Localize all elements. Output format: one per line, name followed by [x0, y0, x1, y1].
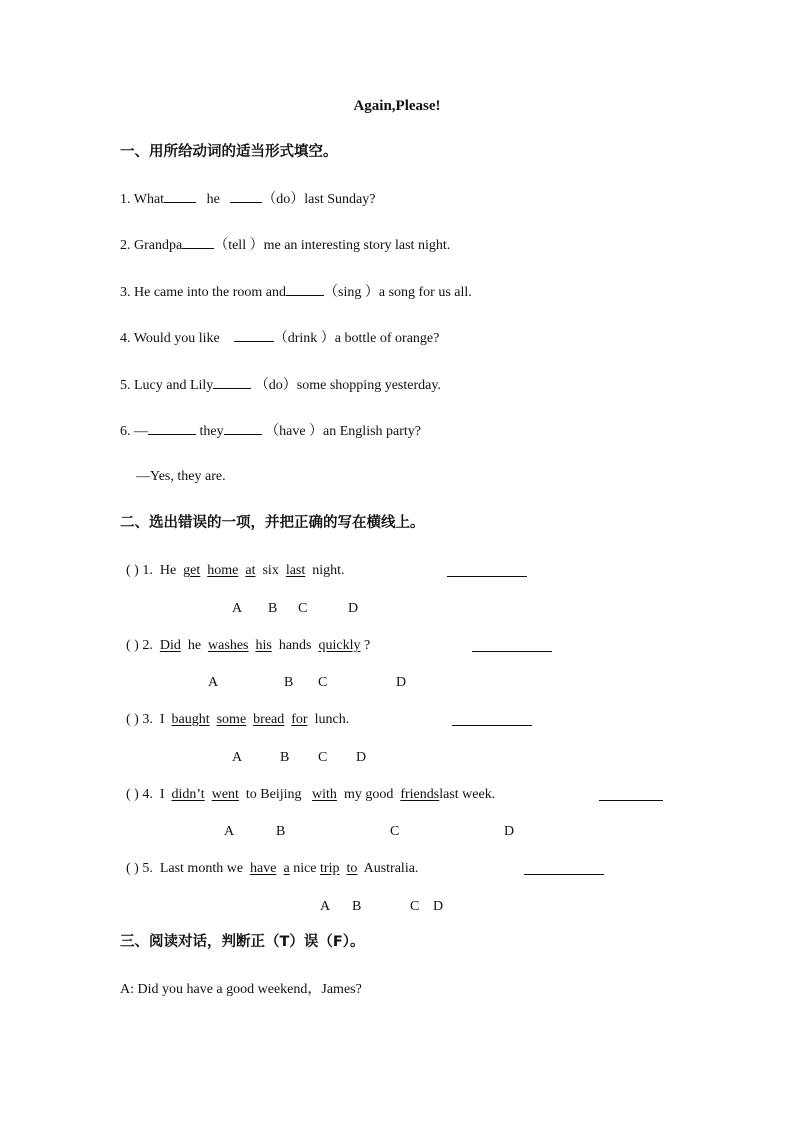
word-option-a: have — [250, 861, 277, 876]
answer-paren[interactable]: ( ) — [126, 787, 139, 802]
answer-blank[interactable] — [286, 282, 324, 296]
word-option-a: baught — [171, 712, 210, 727]
answer-blank[interactable] — [234, 328, 274, 342]
letter-b: B — [284, 675, 294, 690]
question-1-6-answer: —Yes, they are. — [136, 469, 226, 484]
section-heading-1: 一、用所给动词的适当形式填空。 — [120, 144, 338, 160]
option-letters-4 — [0, 823, 794, 841]
option-letters-5 — [0, 898, 794, 916]
question-2-5 — [126, 860, 418, 878]
letter-a: A — [232, 750, 243, 765]
answer-paren[interactable]: ( ) — [126, 861, 139, 876]
q-number: 3. — [142, 712, 153, 727]
word-option-b: went — [211, 787, 239, 802]
word-option-b: washes — [208, 638, 249, 653]
section-heading-2: 二、选出错误的一项，并把正确的写在横线上。 — [120, 515, 425, 531]
word-option-c: with — [312, 787, 337, 802]
letter-a: A — [224, 824, 235, 839]
letter-a: A — [208, 675, 219, 690]
correction-blank[interactable] — [452, 712, 532, 726]
word-option-b: a — [283, 861, 290, 876]
correction-blank[interactable] — [599, 787, 663, 801]
correction-blank[interactable] — [524, 861, 604, 875]
word: nice — [293, 861, 317, 876]
word: last week. — [439, 787, 496, 802]
answer-blank[interactable] — [182, 235, 214, 249]
word: I — [159, 712, 165, 727]
answer-paren[interactable]: ( ) — [126, 638, 139, 653]
word-option-a: didn’t — [171, 787, 205, 802]
word: Australia. — [363, 861, 419, 876]
word-option-b: home — [207, 563, 239, 578]
question-2-1 — [126, 562, 345, 580]
letter-b: B — [268, 601, 278, 616]
word: ? — [364, 638, 371, 653]
correction-blank[interactable] — [472, 638, 552, 652]
word: to Beijing — [245, 787, 302, 802]
letter-d: D — [396, 675, 407, 690]
q-number: 4. — [142, 787, 153, 802]
letter-a: A — [320, 899, 331, 914]
q-text: （do）some shopping yesterday. — [254, 378, 441, 393]
q-text: he — [206, 192, 220, 207]
letter-c: C — [298, 601, 308, 616]
word-option-d: last — [285, 563, 306, 578]
question-1-4 — [120, 328, 439, 348]
q-number: 2. — [142, 638, 153, 653]
q-text: 3. He came into the room and — [120, 285, 287, 300]
dialogue-line-1: A: Did you have a good weekend，James? — [120, 982, 362, 997]
question-1-1 — [120, 189, 375, 209]
word-option-a: Did — [159, 638, 181, 653]
word: I — [159, 787, 165, 802]
option-letters-1 — [0, 600, 794, 618]
letter-d: D — [356, 750, 367, 765]
word-option-c: at — [245, 563, 256, 578]
q-text: （drink ）a bottle of orange? — [273, 331, 440, 346]
q-text: 6. — — [120, 424, 148, 439]
word-option-a: get — [183, 563, 201, 578]
question-1-3 — [120, 282, 472, 302]
word-option-d: to — [346, 861, 358, 876]
q-text: （have ）an English party? — [265, 424, 422, 439]
answer-blank[interactable] — [213, 375, 251, 389]
word: he — [187, 638, 202, 653]
option-letters-2 — [0, 674, 794, 692]
letter-d: D — [504, 824, 515, 839]
q-text: （sing ）a song for us all. — [324, 285, 472, 300]
answer-paren[interactable]: ( ) — [126, 563, 139, 578]
question-1-2 — [120, 235, 450, 255]
answer-blank[interactable] — [148, 421, 196, 435]
answer-blank[interactable] — [230, 189, 262, 203]
word-option-c: his — [255, 638, 272, 653]
question-2-2 — [126, 637, 370, 655]
answer-blank[interactable] — [164, 189, 196, 203]
answer-paren[interactable]: ( ) — [126, 712, 139, 727]
question-2-3 — [126, 711, 349, 729]
section-heading-3: 三、阅读对话，判断正（T）误（F）。 — [120, 934, 365, 950]
word-option-b: some — [216, 712, 247, 727]
option-letters-3 — [0, 749, 794, 767]
page-title: Again,Please! — [353, 98, 441, 114]
q-text: 4. Would you like — [120, 331, 220, 346]
word-option-c: bread — [253, 712, 285, 727]
letter-c: C — [390, 824, 400, 839]
letter-d: D — [433, 899, 444, 914]
q-text: 1. What — [120, 192, 165, 207]
q-text: （tell ）me an interesting story last night. — [214, 238, 451, 253]
q-text: （do）last Sunday? — [262, 192, 376, 207]
question-2-4 — [126, 786, 495, 804]
word-option-d: friends — [400, 787, 440, 802]
q-number: 1. — [142, 563, 153, 578]
word: my good — [343, 787, 394, 802]
word: hands — [278, 638, 312, 653]
letter-d: D — [348, 601, 359, 616]
letter-c: C — [318, 675, 328, 690]
word: Last month we — [159, 861, 244, 876]
word-option-d: quickly — [318, 638, 361, 653]
correction-blank[interactable] — [447, 563, 527, 577]
letter-a: A — [232, 601, 243, 616]
letter-b: B — [276, 824, 286, 839]
word: He — [159, 563, 177, 578]
letter-c: C — [318, 750, 328, 765]
q-text: 5. Lucy and Lily — [120, 378, 214, 393]
word: six — [262, 563, 279, 578]
letter-b: B — [352, 899, 362, 914]
q-number: 5. — [142, 861, 153, 876]
question-1-5 — [120, 375, 441, 395]
word: lunch. — [314, 712, 350, 727]
word-option-d: for — [291, 712, 308, 727]
word-option-c: trip — [320, 861, 340, 876]
letter-b: B — [280, 750, 290, 765]
answer-blank[interactable] — [224, 421, 262, 435]
q-text: they — [199, 424, 224, 439]
word: night. — [312, 563, 345, 578]
letter-c: C — [410, 899, 420, 914]
q-text: 2. Grandpa — [120, 238, 183, 253]
question-1-6 — [120, 421, 421, 441]
